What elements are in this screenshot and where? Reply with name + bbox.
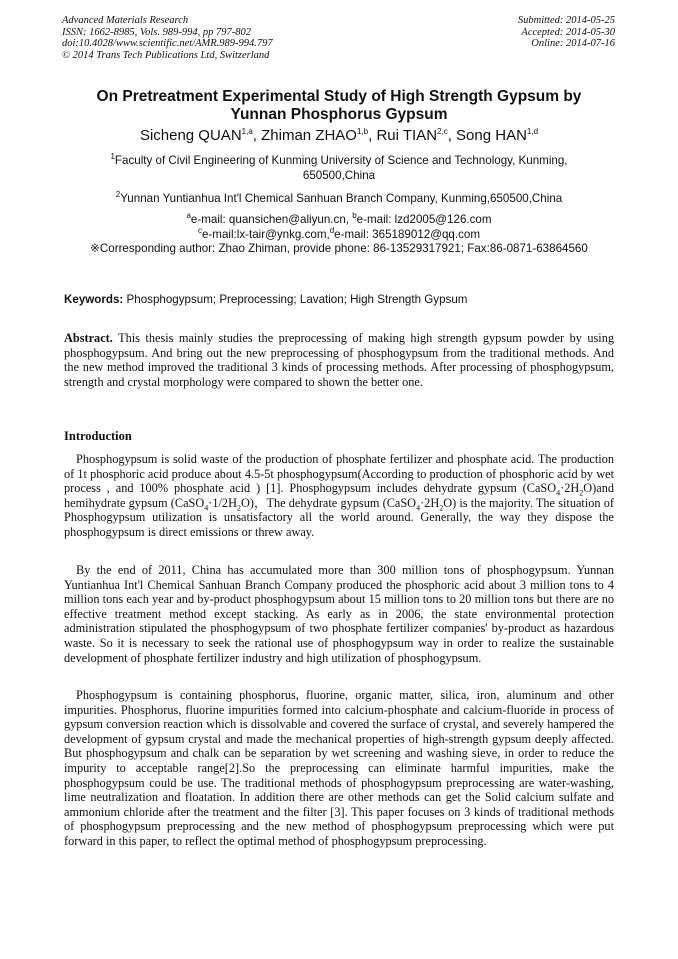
p1-text: ·2H <box>420 495 440 510</box>
issn-line: ISSN: 1662-8985, Vols. 989-994, pp 797-802 <box>62 26 251 38</box>
doi-line: doi:10.4028/www.scientific.net/AMR.989-994.797 <box>62 38 273 50</box>
subscript: 4 <box>204 503 209 513</box>
author-sup: 2,c <box>437 127 448 136</box>
paragraph-1 <box>64 452 614 540</box>
keywords-label: Keywords: <box>64 293 124 306</box>
affiliation-2 <box>80 192 598 207</box>
p1-text: O) is the majority. The situation of Phosphogypsum utilization is unsatisfactory all the world around. Generally, the way they dispose the phosphogypsum is direct emissions or threw away. <box>64 495 614 539</box>
affiliation-1 <box>80 154 598 183</box>
email-b: e-mail: lzd2005@126.com <box>356 213 492 226</box>
copyright-line: © 2014 Trans Tech Publications Ltd, Switzerland <box>62 49 270 61</box>
email-sup: c <box>197 225 202 235</box>
paragraph-2: By the end of 2011, China has accumulated more than 300 million tons of phosphogypsum. Yunnan Yuntianhua Int'l Chemical Sanhuan Branch Company produced the phosphoric acid about 3 million tons to 4 million tons each year and by-product phosphogypsum about 15 million tons to 20 million tons but there are no effective treatment method except stacking. As early as in 2006, the state environmental protection administration stipulated the phosphogypsum of two phosphate fertilizer companies' by-product as hazardous waste. So it is necessary to seek the rational use of phosphogypsum way in order to realize the sustainable development of phosphate fertilizer industry and high utilization of phosphogypsum. <box>64 563 614 665</box>
affiliation-sup: 2 <box>115 190 121 200</box>
section-heading-introduction: Introduction <box>64 429 132 443</box>
author-sup: 1,a <box>241 127 253 136</box>
subscript: 4 <box>416 503 421 513</box>
online-date: Online: 2014-07-16 <box>531 38 615 50</box>
author-sep: , <box>368 127 377 144</box>
subscript: 2 <box>439 503 444 513</box>
author-name: Song HAN <box>456 127 527 144</box>
email-sup: d <box>329 225 335 235</box>
email-a: e-mail: quansichen@aliyun.cn, <box>190 213 353 226</box>
author-sup: 1,b <box>356 127 369 136</box>
email-sup: a <box>186 211 191 221</box>
accepted-date: Accepted: 2014-05-30 <box>521 26 615 38</box>
email-c: e-mail:lx-tair@ynkg.com, <box>201 227 330 241</box>
p1-text: ·2H <box>560 481 580 496</box>
subscript: 4 <box>556 488 561 498</box>
email-d: e-mail: 365189012@qq.com <box>334 227 480 241</box>
journal-header-left <box>62 15 273 61</box>
paper-title <box>40 88 638 124</box>
keywords-text: Phosphogypsum; Preprocessing; Lavation; High Strength Gypsum <box>126 293 468 306</box>
abstract-text: This thesis mainly studies the preprocessing of making high strength gypsum powder by using phosphogypsum. And bring out the new preprocessing of phosphogypsum from the traditional methods. And the new method improved the traditional 3 kinds of processing methods. After processing of phosphogypsum, strength and crystal morphology were compared to shown the better one. <box>64 331 614 389</box>
affiliation-text: Faculty of Civil Engineering of Kunming University of Science and Technology, Kunming, 650500,China <box>114 154 568 182</box>
subscript: 2 <box>236 503 241 513</box>
abstract <box>64 331 614 389</box>
author-sep: , <box>447 127 457 144</box>
affiliation-sup: 1 <box>110 152 115 162</box>
journal-header-right <box>518 15 615 50</box>
corresponding-author: ※Corresponding author: Zhao Zhiman, provide phone: 86-13529317921; Fax:86-0871-63864560 <box>90 242 588 255</box>
p1-text: ·1/2H <box>208 495 237 510</box>
author-list <box>40 127 638 145</box>
abstract-label: Abstract. <box>64 331 113 345</box>
author-name: Zhiman ZHAO <box>261 127 357 144</box>
submitted-date: Submitted: 2014-05-25 <box>517 15 615 26</box>
author-name: Rui TIAN <box>376 127 438 144</box>
p1-text: Phosphogypsum is solid waste of the production of phosphate fertilizer and phosphate acid. The production of 1t phosphoric acid produce about 4.5-5t phosphogypsum(According to production of phosphoric acid by wet process , and 100% phosphate acid ) [1]. Phosphogypsum includes dehydrate gypsum (CaSO <box>64 452 614 496</box>
email-sup: b <box>352 211 357 221</box>
keywords <box>64 293 616 307</box>
author-name: Sicheng QUAN <box>139 127 242 144</box>
journal-name: Advanced Materials Research <box>62 15 189 26</box>
paragraph-3: Phosphogypsum is containing phosphorus, fluorine, organic matter, silica, iron, aluminum and other impurities. Phosphorus, fluorine impurities formed into calcium-phosphate and calcium-fluoride in process of gypsum conversion reaction which is dissolvable and covered the surface of crystal, and severely hampered the development of gypsum crystal and made the mechanical properties of high-strength gypsum deeply affected. But phosphogypsum and chalk can be separation by wet screening and washing sieve, in order to reduce the impurity to acceptable range[2].So the preprocessing can eliminate harmful impurities, make the phosphogypsum could be use. The traditional methods of phosphogypsum preprocessing are water-washing, lime neutralization and floatation. In addition there are other methods can get the Solid calcium sulfate and ammonium chloride after the treatment and the filter [3]. This paper focuses on 3 kinds of traditional methods of phosphogypsum preprocessing and the new method of phosphogypsum preprocessing which were put forward in this paper, to reflect the optimal method of phosphogypsum preprocessing. <box>64 688 614 848</box>
author-sup: 1,d <box>526 127 539 136</box>
subscript: 2 <box>579 488 584 498</box>
author-sep: , <box>252 127 262 144</box>
p1-text: O)and hemihydrate gypsum (CaSO <box>64 481 614 510</box>
affiliation-text: Yunnan Yuntianhua Int'l Chemical Sanhuan Branch Company, Kunming,650500,China <box>120 192 563 205</box>
title-line-2: Yunnan Phosphorus Gypsum <box>230 106 448 123</box>
email-line-2 <box>40 225 638 243</box>
email-line-1 <box>40 213 638 228</box>
p1-text: O)，The dehydrate gypsum (CaSO <box>240 495 417 510</box>
contact-block <box>40 213 638 257</box>
title-line-1: On Pretreatment Experimental Study of High Strength Gypsum by <box>96 88 582 105</box>
